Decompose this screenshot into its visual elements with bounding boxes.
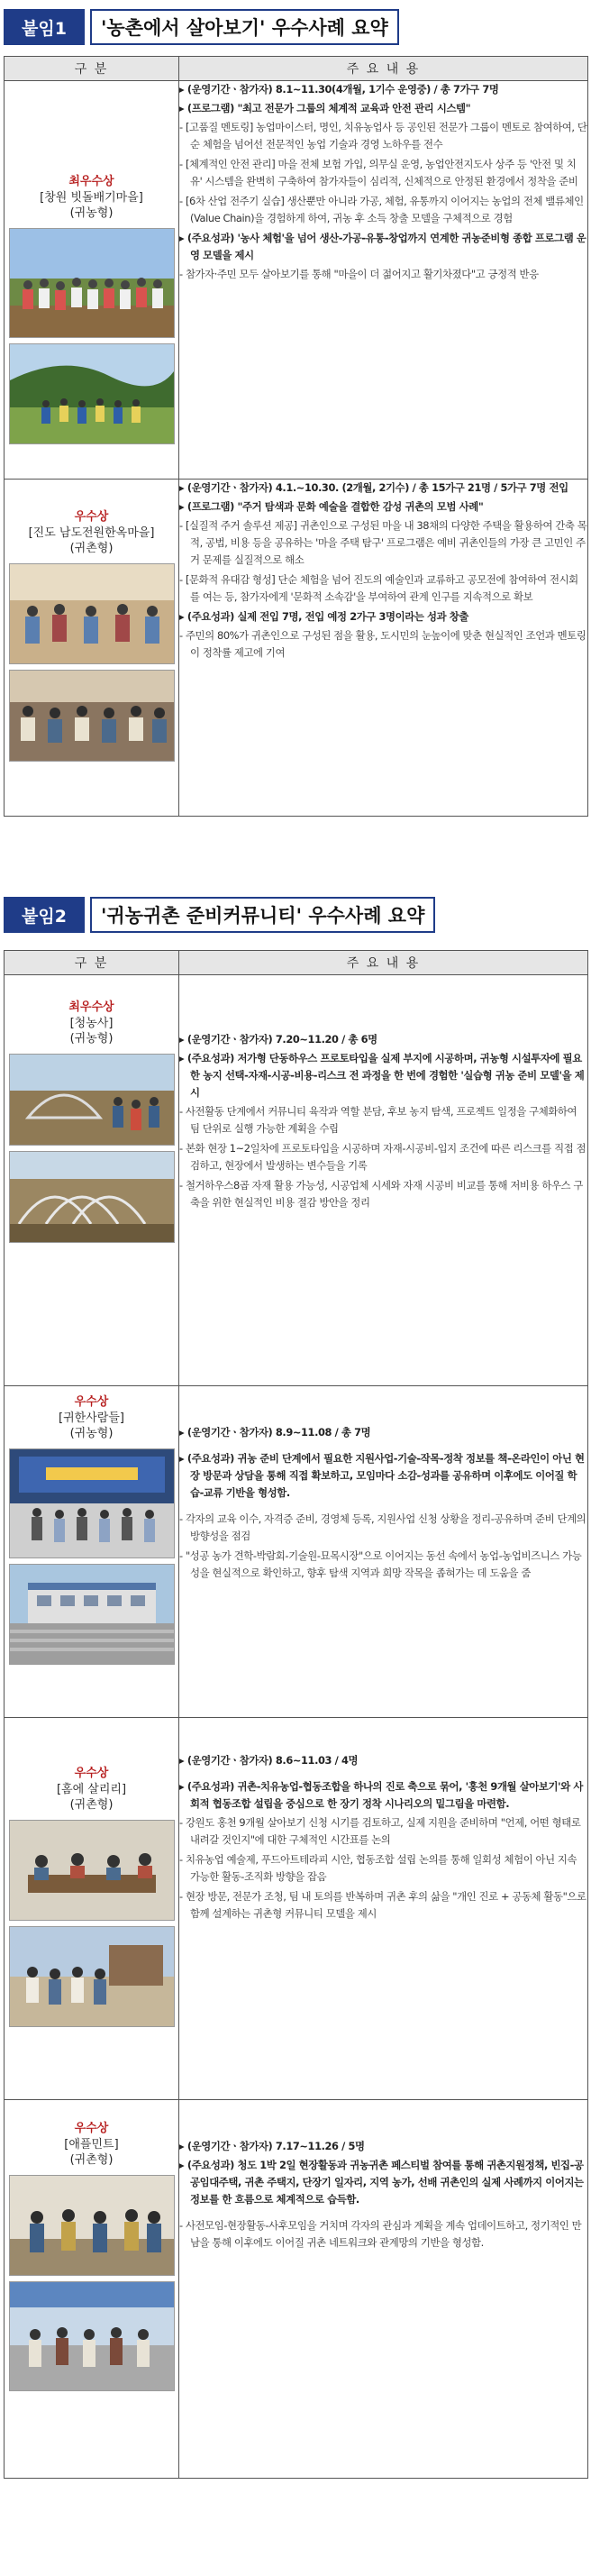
greenhouse-photo [9,1054,175,1146]
program-type: (귀촌형) [69,1798,114,1812]
meeting-photo [9,1820,175,1921]
workshop-photo [9,563,175,664]
list-item: - 각자의 교육 이수, 자격증 준비, 경영체 등록, 지원사업 신청 상황을 정리-공유하며 준비 단계의 방향성을 점검 [179,1511,587,1545]
list-item: ▸ (운영기간ㆍ참가자) 4.1.~10.30. (2개월, 2기수) / 총 15가구 21명 / 5가구 7명 전입 [179,480,587,497]
list-item: - [실질적 주거 솔루션 제공] 귀촌인으로 구성된 마을 내 38채의 다양한 주택을 활용하여 간축 목적, 공법, 비용 등을 공유하는 '마을 주택 탐구' 프로그램은 예비 귀촌인들의 가장 큰 고민인 주거 문제를 실질적으로 해소 [179,517,587,569]
table-row [5,1386,588,1718]
table-header-category: 구 분 [5,57,179,81]
award-label: 최우수상 [68,175,114,188]
list-item: ▸ (주요성과) '농사 체험'을 넘어 생산-가공-유통-창업까지 연계한 귀농준비형 종합 프로그램 운영 모델을 제시 [179,230,587,264]
award-label: 우수상 [74,1767,109,1780]
list-item: - [6차 산업 전주기 실습] 생산뿐만 아니라 가공, 체험, 유통까지 이어지는 농업의 전체 밸류체인(Value Chain)을 경험하게 하여, 귀농 후 소득 창출 모델을 구체적으로 경험 [179,193,587,227]
award-label: 우수상 [74,510,109,524]
case-name: [진도 남도전원한옥마을] [28,526,155,540]
section2-table [4,950,588,2479]
case-name: [창원 빗돌배기마을] [40,191,143,205]
gathering-photo [9,670,175,762]
case-label-cell [5,81,179,480]
program-type: (귀농형) [69,206,114,220]
list-item: - "성공 농가 견학-박람회-기술원-묘목시장"으로 이어지는 동선 속에서 농업-농업비즈니스 가능성을 현실적으로 확인하고, 향후 탐색 지역과 희망 작목을 좁혀가는 데 도움을 줌 [179,1548,587,1582]
list-item: - 강원도 홍천 9개월 살아보기 신청 시기를 검토하고, 실제 지원을 준비하며 "언제, 어떤 형태로 내려갈 것인지"에 대한 구체적인 시간표를 논의 [179,1814,587,1849]
case-name: [홈에 살리리] [56,1783,127,1796]
list-item: - [체계적인 안전 관리] 마을 전체 보험 가입, 의무실 운영, 농업안전지도사 상주 등 '안전 및 치유' 시스템을 완벽히 구축하여 참가자들이 심리적, 신체적으로 안정된 환경에서 정착을 준비 [179,156,587,190]
section1-table [4,56,588,817]
table-row [5,480,588,817]
table-header-content: 주 요 내 용 [179,57,588,81]
group-photo [9,2175,175,2276]
section2-badge: 붙임2 [4,897,85,933]
table-row [5,975,588,1386]
list-item: - [문화적 유대감 형성] 단순 체험을 넘어 진도의 예술인과 교류하고 공모전에 참여하여 전시회를 여는 등, 참가자에게 '문화적 소속감'을 부여하여 관계 인구를 지속적으로 확보 [179,571,587,606]
list-item: - 사전활동 단계에서 커뮤니티 육작과 역할 분담, 후보 농지 탐색, 프로젝트 일정을 구체화하여 팀 단위로 실행 가능한 계획을 수립 [179,1103,587,1137]
case-label-cell [5,975,179,1386]
program-type: (귀농형) [69,1427,114,1440]
table-row [5,1718,588,2100]
list-item: - [고품질 멘토링] 농업마이스터, 명인, 치유농업사 등 공인된 전문가 그룹이 멘토로 참여하여, 단순 체험을 넘어선 전문적인 농업 기술과 경영 노하우를 전수 [179,119,587,153]
section1-title: '농촌에서 살아보기' 우수사례 요약 [90,9,399,45]
list-item: - 본화 현장 1~2일차에 프로토타입을 시공하며 자재-시공비-입지 조건에 따른 리스크를 직접 점검하고, 현장에서 발생하는 변수들을 기록 [179,1140,587,1174]
list-item: - 사전모임-현장활동-사후모임을 거치며 각자의 관심과 계획을 계속 업데이트하고, 정기적인 만남을 통해 이후에도 이어질 귀촌 네트워크와 관계망의 기반을 형성함. [179,2217,587,2252]
case-label-cell [5,1718,179,2100]
case-label-cell [5,2100,179,2479]
list-item: ▸ (프로그램) "최고 전문가 그룹의 체계적 교육과 안전 관리 시스템" [179,100,587,117]
case-name: [애플민트] [64,2138,119,2151]
table-header-content: 주 요 내 용 [179,951,588,975]
list-item: - 주민의 80%가 귀촌인으로 구성된 점을 활용, 도시민의 눈높이에 맞춘 현실적인 조언과 멘토링이 정착률 제고에 기여 [179,627,587,662]
case-content-cell [179,81,588,480]
list-item: ▸ (운영기간ㆍ참가자) 7.20~11.20 / 총 6명 [179,1031,587,1048]
section2-title-bar [4,897,435,933]
list-item: - 참가자·주민 모두 살아보기를 통해 "마을이 더 젊어지고 활기차졌다"고 긍정적 반응 [179,266,587,283]
list-item: ▸ (운영기간ㆍ참가자) 8.9~11.08 / 총 7명 [179,1424,587,1441]
list-item: - 철거하우스8곱 자재 활용 가능성, 시공업체 시세와 자재 시공비 비교를 통해 저비용 하우스 구축을 위한 현실적인 비용 절감 방안을 정리 [179,1177,587,1211]
visit-photo [9,1926,175,2027]
case-label-cell [5,480,179,817]
section2-title: '귀농귀촌 준비커뮤니티' 우수사례 요약 [90,897,435,933]
list-item: ▸ (주요성과) 귀촌-치유농업-협동조합을 하나의 진로 축으로 묶어, '홍천 9개월 살아보기'와 사회적 협동조합 설립을 중심으로 한 장기 정착 시나리오의 밑그림을 마련함. [179,1778,587,1813]
list-item: ▸ (프로그램) "주거 탐색과 문화 예술을 결합한 감성 귀촌의 모범 사례" [179,498,587,516]
award-label: 우수상 [74,2122,109,2135]
case-content-cell [179,480,588,817]
expo-photo [9,1448,175,1558]
award-label: 최우수상 [68,1000,114,1014]
list-item: - 현장 방문, 전문가 조청, 팀 내 토의를 반복하며 귀촌 후의 삶을 "개인 진로 + 공동체 활동"으로 함께 설계하는 귀촌형 커뮤니티 모델을 제시 [179,1888,587,1923]
case-content-cell [179,975,588,1386]
table-row [5,81,588,480]
award-label: 우수상 [74,1395,109,1409]
list-item: ▸ (운영기간ㆍ참가자) 8.6~11.03 / 4명 [179,1752,587,1769]
case-name: [귀한사람들] [59,1411,124,1425]
program-type: (귀촌형) [69,542,114,555]
list-item: ▸ (운영기간ㆍ참가자) 8.1~11.30(4개월, 1기수 운영중) / 총 7가구 7명 [179,81,587,98]
list-item: ▸ (주요성과) 저가형 단동하우스 프로토타입을 실제 부지에 시공하며, 귀농형 시설투자에 필요한 농지 선택-자재-시공-비용-리스크 전 과정을 한 번에 경험한 '실습형 귀농 준비 모델'을 제시 [179,1050,587,1101]
case-content-cell [179,1386,588,1718]
list-item: ▸ (주요성과) 귀농 준비 단계에서 필요한 지원사업-기술-작목-정착 정보를 책-온라인이 아닌 현장 방문과 상담을 통해 직접 확보하고, 모임마다 소감-성과를 공유하며 이후에도 이어질 학습-교류 기반을 형성함. [179,1450,587,1502]
list-item: ▸ (주요성과) 청도 1박 2일 현장활동과 귀농귀촌 페스티벌 참여를 통해 귀촌지원정책, 빈집-공공임대주택, 귀촌 주택지, 단장기 일자리, 지역 농가, 선배 귀촌인의 실제 사례까지 이어지는 정보를 한 흐름으로 체계적으로 습득함. [179,2157,587,2208]
program-type: (귀농형) [69,1032,114,1046]
case-label-cell [5,1386,179,1718]
case-content-cell [179,1718,588,2100]
case-name: [청농사] [69,1017,114,1030]
section1-title-bar [4,9,399,45]
institute-photo [9,1564,175,1665]
group-photo [9,228,175,338]
construction-photo [9,1151,175,1243]
program-type: (귀촌형) [69,2153,114,2167]
list-item: ▸ (운영기간ㆍ참가자) 7.17~11.26 / 5명 [179,2138,587,2155]
table-row [5,2100,588,2479]
case-content-cell [179,2100,588,2479]
table-header-category: 구 분 [5,951,179,975]
festival-photo [9,2281,175,2391]
list-item: ▸ (주요성과) 실제 전입 7명, 전입 예정 2가구 3명이라는 성과 창출 [179,608,587,626]
field-photo [9,343,175,444]
section1-badge: 붙임1 [4,9,85,45]
list-item: - 치유농업 예술제, 푸드아트테라피 시안, 협동조합 설립 논의를 통해 일회성 체험이 아닌 지속 가능한 활동-조직화 방향을 잡음 [179,1851,587,1886]
